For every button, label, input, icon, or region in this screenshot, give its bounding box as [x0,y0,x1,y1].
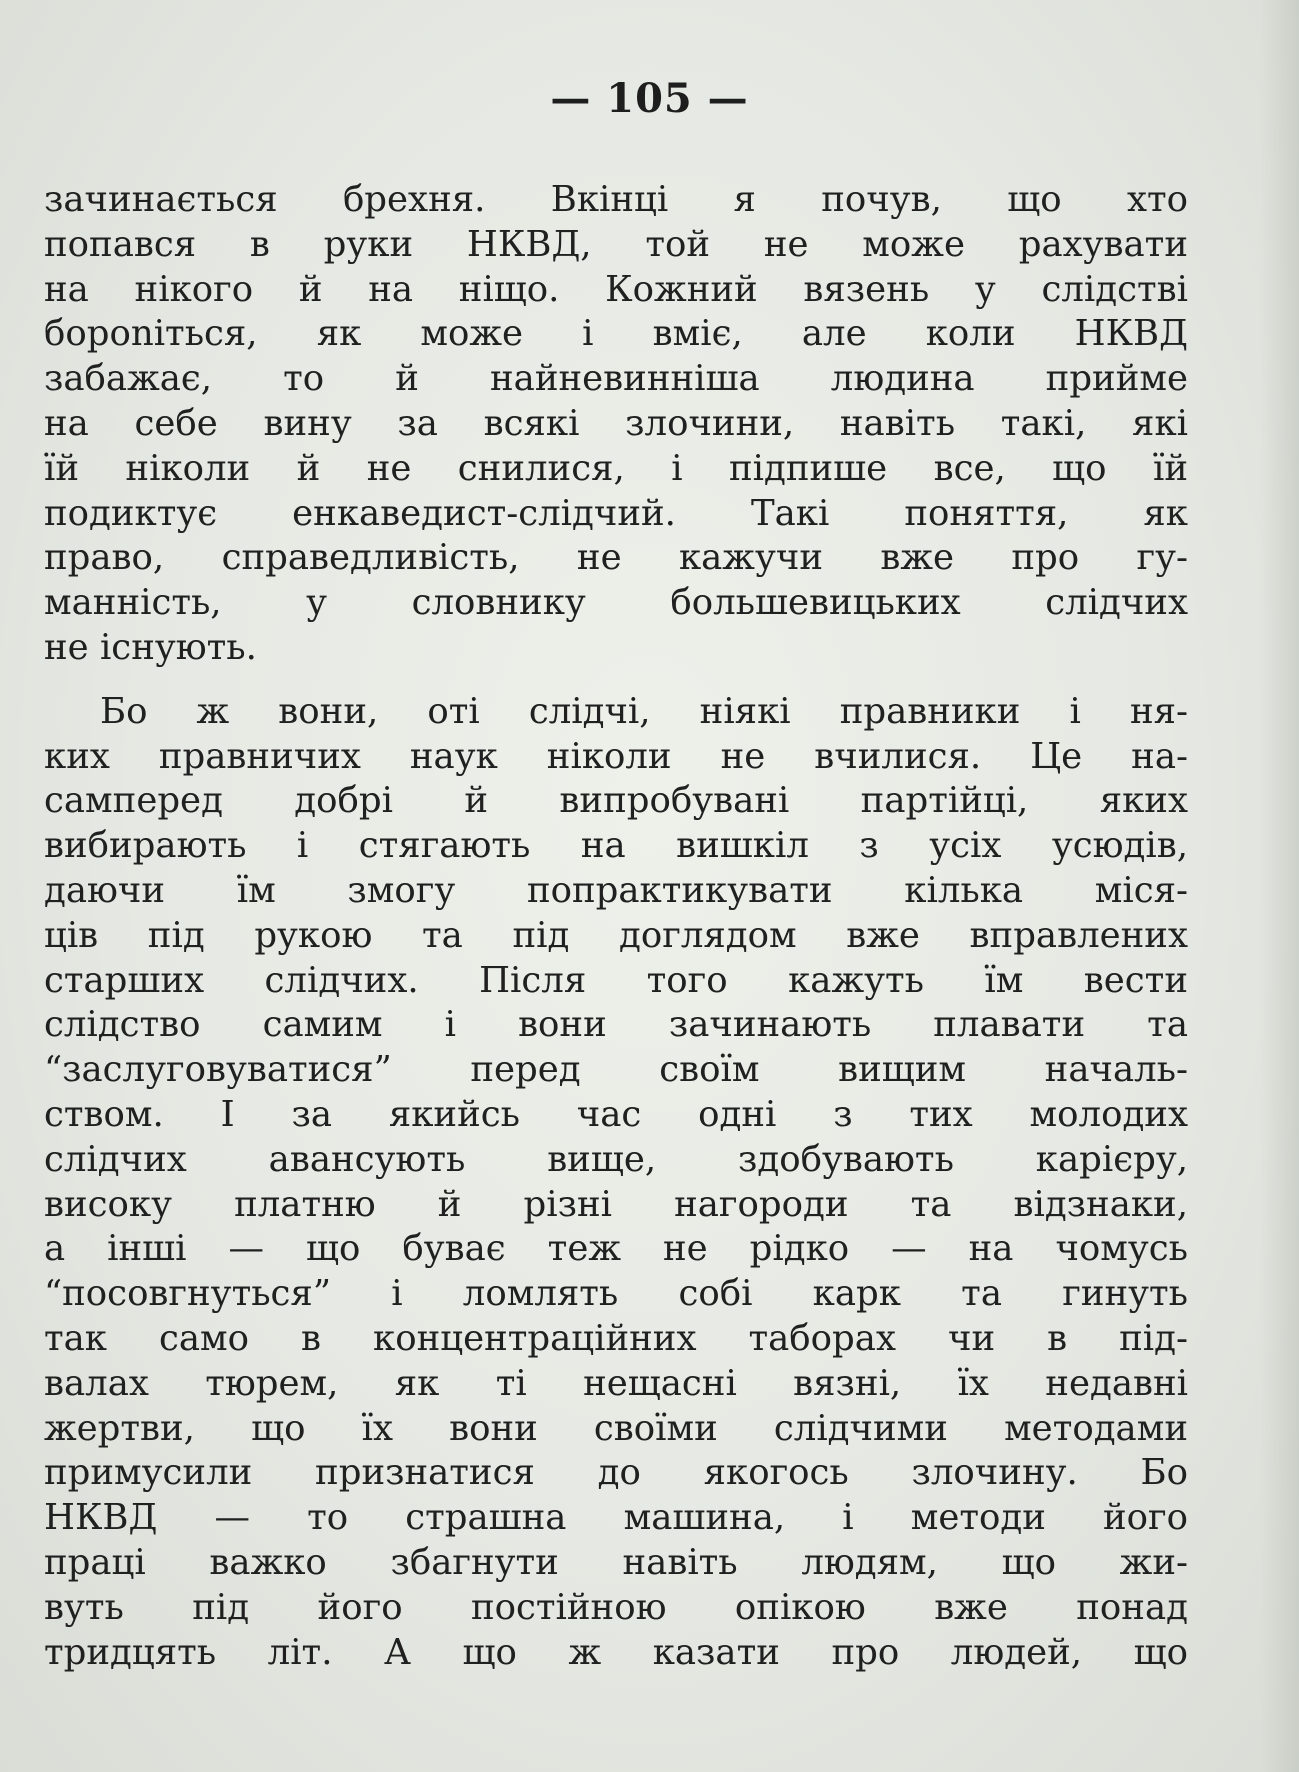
text-line: зачинається брехня. Вкінці я почув, що хто [44,179,1188,220]
text-line: не існують. [44,626,257,668]
text-line: ством. І за якийсь час одні з тих молодих [44,1093,1188,1135]
text-line: так само в концентраційних таборах чи в під- [44,1317,1188,1359]
text-line: їй ніколи й не снилися, і підпише все, що їй [44,447,1188,489]
text-line: ких правничих наук ніколи не вчилися. Це на- [44,735,1188,777]
text-line: попався в руки НКВД, той не може рахувати [44,223,1188,265]
text-line: вибирають і стягають на вишкіл з усіх усюдів, [44,825,1188,867]
text-line: Бо ж вони, оті слідчі, ніякі правники і ня- [100,690,1188,732]
text-line: примусили признатися до якогось злочину. Бо [44,1452,1188,1494]
text-line: вуть під його постійною опікою вже понад [44,1586,1188,1628]
text-line: самперед добрі й випробувані партійці, яких [44,780,1188,822]
text-line: право, справедливість, не кажучи вже про гу- [44,537,1188,579]
text-line: “посовгнуться” і ломлять собі карк та гинуть [44,1273,1188,1315]
text-line: манність, у словнику большевицьких слідчих [44,582,1188,624]
text-line: старших слідчих. Після того кажуть їм вести [44,959,1188,1001]
text-line: на нікого й на ніщо. Кожний вязень у слідстві [44,268,1188,310]
text-line: праці важко збагнути навіть людям, що жи- [44,1541,1188,1583]
text-line: слідчих авансують вище, здобувають карієру, [44,1138,1188,1180]
page-edge-shadow [1259,0,1299,1772]
paragraph-1 [44,178,1188,671]
text-line: “заслуговуватися” перед своїм вищим началь- [44,1049,1188,1091]
text-line: валах тюрем, як ті нещасні вязні, їх недавні [44,1362,1188,1404]
body-text [44,178,1188,1675]
paragraph-gap [44,671,1188,690]
text-line: жертви, що їх вони своїми слідчими методами [44,1407,1188,1449]
text-line: слідство самим і вони зачинають плавати та [44,1004,1188,1046]
text-line: а інші — що буває теж не рідко — на чомусь [44,1228,1188,1270]
text-line: НКВД — то страшна машина, і методи його [44,1497,1188,1539]
paragraph-2 [44,690,1188,1676]
text-line: подиктує енкаведист-слідчий. Такі поняття, як [44,492,1188,534]
text-line: ців під рукою та під доглядом вже вправлених [44,914,1188,956]
text-line: на себе вину за всякі злочини, навіть такі, які [44,402,1188,444]
page-number: — 105 — [550,75,749,122]
text-line: даючи їм змогу попрактикувати кілька міся- [44,869,1188,911]
text-line: бороniться, як може і вміє, але коли НКВД [44,313,1188,355]
text-line: тридцять літ. А що ж казати про людей, що [44,1631,1188,1673]
text-line: забажає, то й найневинніша людина прийме [44,358,1188,400]
text-line: високу платню й різні нагороди та відзнаки, [44,1183,1188,1225]
